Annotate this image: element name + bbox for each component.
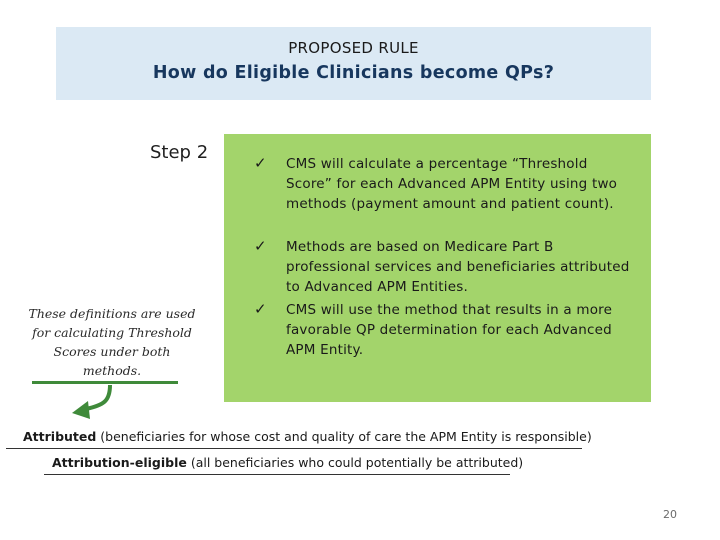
definition-term: Attribution-eligible: [52, 455, 187, 470]
bullet-text: CMS will use the method that results in a more favorable QP determination for each Advanced APM Entity.: [286, 302, 613, 358]
page-number: 20: [663, 508, 677, 521]
definition-desc: (all beneficiaries who could potentially be attributed): [186, 455, 524, 470]
definitions-note: These definitions are used for calculating Threshold Scores under both methods.: [28, 306, 196, 378]
divider: [44, 474, 510, 475]
page-title: How do Eligible Clinicians become QPs?: [152, 63, 555, 83]
definition-term: Attributed: [23, 429, 97, 444]
divider: [6, 448, 582, 449]
checkmark-icon: ✓: [254, 300, 267, 318]
bullet-panel: [224, 134, 651, 402]
step-label: Step 2: [150, 142, 209, 163]
bullet-text: Methods are based on Medicare Part B professional services and beneficiaries attributed to Advanced APM Entities.: [286, 239, 630, 295]
header-kicker: PROPOSED RULE: [288, 39, 419, 57]
definition-attributed: [23, 429, 592, 444]
definition-desc: (beneficiaries for whose cost and quality of care the APM Entity is responsible): [96, 429, 592, 444]
definition-attribution-eligible: [52, 455, 523, 470]
checkmark-icon: ✓: [254, 237, 267, 255]
curved-arrow-icon: [64, 383, 124, 429]
bullet-text: CMS will calculate a percentage “Threshold Score” for each Advanced APM Entity using two methods (payment amount and patient count).: [286, 156, 618, 212]
header-banner: [56, 27, 651, 100]
checkmark-icon: ✓: [254, 154, 267, 172]
